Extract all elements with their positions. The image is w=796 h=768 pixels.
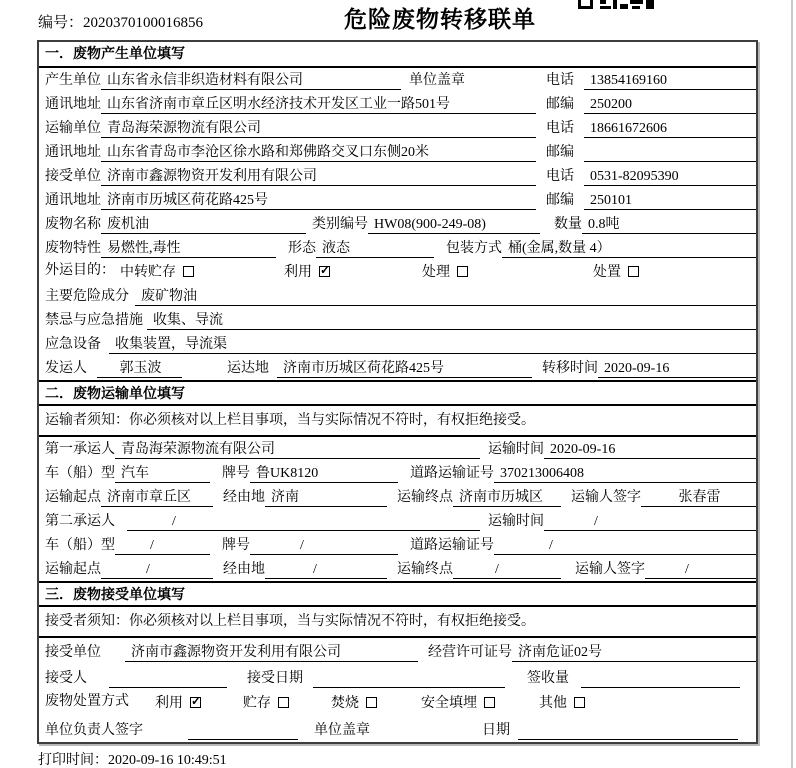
quantity-label: 数量 — [554, 217, 582, 232]
accept-unit-row — [39, 638, 756, 664]
transfer-purpose-row — [39, 260, 756, 284]
hazard-component-field: 废矿物油 — [135, 288, 756, 306]
address-label: 通讯地址 — [45, 145, 101, 160]
producer-row — [39, 68, 756, 92]
origin-field-2: / — [101, 561, 213, 579]
origin-label: 运输起点 — [45, 490, 101, 505]
qr-code-fragment — [578, 0, 654, 9]
carrier-notice: 运输者须知：你必须核对以上栏目事项，当与实际情况不符时，有权拒绝接受。 — [39, 406, 756, 437]
first-carrier-row — [39, 437, 756, 461]
destination-label: 运达地 — [227, 361, 269, 376]
disposal-option-landfill — [421, 693, 495, 711]
producer-label: 产生单位 — [45, 73, 101, 88]
waste-name-field: 废机油 — [101, 216, 306, 234]
consignor-row — [39, 356, 756, 380]
signed-quantity-field — [581, 670, 740, 688]
hazard-component-row — [39, 284, 756, 308]
waste-character-label: 废物特性 — [45, 241, 101, 256]
acceptor-row — [39, 664, 756, 690]
receiver-notice: 接受者须知：你必须核对以上栏目事项，当与实际情况不符时，有权拒绝接受。 — [39, 607, 756, 638]
terminus-field-2: / — [453, 561, 561, 579]
waste-character-row — [39, 236, 756, 260]
address-label: 通讯地址 — [45, 97, 101, 112]
receiver-phone-field: 0531-82095390 — [584, 168, 756, 186]
receiver-address-field: 济南市历城区荷花路425号 — [101, 192, 536, 210]
option-label: 焚烧 — [331, 696, 359, 711]
disposal-method-label: 废物处置方式 — [45, 694, 129, 709]
leader-signature-row — [39, 716, 756, 742]
via-label: 经由地 — [223, 490, 265, 505]
checkbox-other — [574, 697, 585, 708]
consignor-field: 郭玉波 — [97, 360, 182, 378]
signed-quantity-label: 签收量 — [527, 671, 569, 686]
vehicle-row-2 — [39, 533, 756, 557]
plate-label: 牌号 — [222, 538, 250, 553]
producer-phone-field: 13854169160 — [584, 72, 756, 90]
transporter-address-field: 山东省青岛市李沧区徐水路和郑佛路交叉口东侧20米 — [101, 144, 536, 162]
unit-seal-label: 单位盖章 — [409, 73, 465, 88]
origin-field: 济南市章丘区 — [101, 489, 213, 507]
page-title: 危险废物转移联单 — [344, 7, 536, 32]
checkbox-utilize — [319, 266, 330, 277]
plate-field: 鲁UK8120 — [250, 465, 398, 483]
waste-name-label: 废物名称 — [45, 217, 101, 232]
accept-date-label: 接受日期 — [247, 671, 303, 686]
leader-signature-field — [188, 722, 298, 740]
acceptor-field — [109, 670, 227, 688]
vehicle-type-field-2: / — [115, 537, 210, 555]
date-field — [518, 722, 738, 740]
transfer-time-field: 2020-09-16 — [598, 360, 756, 378]
option-label: 中转贮存 — [120, 265, 176, 280]
date-label: 日期 — [482, 723, 510, 738]
receiver-field: 济南市鑫源物资开发利用有限公司 — [101, 168, 536, 186]
option-label: 处理 — [422, 265, 450, 280]
form-field: 液态 — [316, 240, 434, 258]
transporter-address-row — [39, 140, 756, 164]
emergency-measures-label: 禁忌与应急措施 — [45, 313, 143, 328]
print-time-label: 打印时间： — [38, 753, 108, 768]
waste-character-field: 易燃性,毒性 — [101, 240, 276, 258]
producer-address-field: 山东省济南市章丘区明水经济技术开发区工业一路501号 — [101, 96, 536, 114]
carrier-sign-field-2: / — [645, 561, 756, 579]
page-right-edge — [791, 0, 793, 768]
emergency-equipment-label: 应急设备 — [45, 337, 101, 352]
serial-label: 编号： — [38, 15, 84, 31]
receiver-label: 接受单位 — [45, 169, 101, 184]
plate-field-2: / — [250, 537, 398, 555]
phone-label: 电话 — [546, 73, 574, 88]
road-permit-label: 道路运输证号 — [410, 466, 494, 481]
checkbox-utilize — [190, 697, 201, 708]
transport-time-field-2: / — [544, 513, 756, 531]
transporter-row — [39, 116, 756, 140]
purpose-option-utilize — [284, 262, 330, 280]
carrier-sign-label: 运输人签字 — [571, 490, 641, 505]
road-permit-field: 370213006408 — [494, 465, 756, 483]
terminus-field: 济南市历城区 — [453, 489, 561, 507]
route-row-2 — [39, 557, 756, 581]
vehicle-type-label: 车（船）型 — [45, 466, 115, 481]
transport-time-field: 2020-09-16 — [544, 441, 756, 459]
transport-time-label: 运输时间 — [488, 514, 544, 529]
second-carrier-row — [39, 509, 756, 533]
zip-label: 邮编 — [546, 97, 574, 112]
checkbox-dispose — [628, 266, 639, 277]
terminus-label: 运输终点 — [397, 490, 453, 505]
checkbox-storage — [183, 266, 194, 277]
accept-date-field — [313, 670, 505, 688]
plate-label: 牌号 — [222, 466, 250, 481]
hazard-component-label: 主要危险成分 — [45, 289, 129, 304]
form-label: 形态 — [288, 241, 316, 256]
option-label: 贮存 — [243, 696, 271, 711]
packing-label: 包装方式 — [446, 241, 502, 256]
disposal-option-utilize — [155, 693, 201, 711]
checkbox-store — [278, 697, 289, 708]
unit-seal-label: 单位盖章 — [314, 723, 370, 738]
origin-label: 运输起点 — [45, 562, 101, 577]
option-label: 处置 — [593, 265, 621, 280]
section-3-header: 三．废物接受单位填写 — [39, 581, 756, 607]
option-label: 利用 — [284, 265, 312, 280]
address-label: 通讯地址 — [45, 193, 101, 208]
via-field-2: / — [265, 561, 387, 579]
print-time — [38, 749, 227, 768]
category-code-field: HW08(900-249-08) — [368, 216, 540, 234]
receiver-address-row — [39, 188, 756, 212]
vehicle-type-label: 车（船）型 — [45, 538, 115, 553]
option-label: 其他 — [539, 696, 567, 711]
transporter-label: 运输单位 — [45, 121, 101, 136]
destination-field: 济南市历城区荷花路425号 — [277, 360, 532, 378]
terminus-label: 运输终点 — [397, 562, 453, 577]
checkbox-landfill — [484, 697, 495, 708]
purpose-option-treat — [422, 262, 468, 280]
vehicle-type-field: 汽车 — [115, 465, 210, 483]
emergency-equipment-field: 收集装置，导流渠 — [109, 336, 756, 354]
quantity-field: 0.8吨 — [582, 216, 756, 234]
purpose-option-dispose — [593, 262, 639, 280]
first-carrier-label: 第一承运人 — [45, 442, 115, 457]
emergency-measures-row — [39, 308, 756, 332]
checkbox-treat — [457, 266, 468, 277]
category-code-label: 类别编号 — [312, 217, 368, 232]
serial-value: 2020370100016856 — [83, 15, 204, 31]
disposal-option-incinerate — [331, 693, 377, 711]
disposal-method-row — [39, 690, 756, 716]
section-1-header: 一．废物产生单位填写 — [39, 42, 756, 68]
purpose-option-storage — [120, 262, 194, 280]
disposal-option-store — [243, 693, 289, 711]
carrier-sign-field: 张春雷 — [641, 489, 756, 507]
print-time-value: 2020-09-16 10:49:51 — [108, 753, 227, 768]
transfer-time-label: 转移时间 — [542, 361, 598, 376]
acceptor-label: 接受人 — [45, 671, 87, 686]
option-label: 安全填埋 — [421, 696, 477, 711]
license-label: 经营许可证号 — [428, 645, 512, 660]
second-carrier-label: 第二承运人 — [45, 514, 115, 529]
disposal-option-other — [539, 693, 585, 711]
section-2-header: 二．废物运输单位填写 — [39, 380, 756, 406]
zip-label: 邮编 — [546, 193, 574, 208]
serial-number — [38, 11, 203, 32]
carrier-sign-label: 运输人签字 — [575, 562, 645, 577]
zip-label: 邮编 — [546, 145, 574, 160]
receiver-row — [39, 164, 756, 188]
receiver-zip-field: 250101 — [584, 192, 756, 210]
route-row-1 — [39, 485, 756, 509]
emergency-equipment-row — [39, 332, 756, 356]
phone-label: 电话 — [546, 169, 574, 184]
leader-signature-label: 单位负责人签字 — [45, 723, 143, 738]
emergency-measures-field: 收集、导流 — [147, 312, 756, 330]
manifest-form — [37, 40, 758, 744]
road-permit-label: 道路运输证号 — [410, 538, 494, 553]
consignor-label: 发运人 — [45, 361, 87, 376]
option-label: 利用 — [155, 696, 183, 711]
producer-address-row — [39, 92, 756, 116]
vehicle-row-1 — [39, 461, 756, 485]
transfer-purpose-label: 外运目的： — [45, 263, 115, 278]
accept-unit-field: 济南市鑫源物资开发利用有限公司 — [125, 644, 418, 662]
license-field: 济南危证02号 — [512, 644, 756, 662]
accept-unit-label: 接受单位 — [45, 645, 101, 660]
transporter-field: 青岛海荣源物流有限公司 — [101, 120, 536, 138]
packing-field: 桶(金属,数量 4） — [502, 240, 756, 258]
transport-time-label: 运输时间 — [488, 442, 544, 457]
second-carrier-field: / — [127, 513, 480, 531]
transporter-zip-field — [584, 144, 756, 162]
transporter-phone-field: 18661672606 — [584, 120, 756, 138]
waste-name-row — [39, 212, 756, 236]
checkbox-incinerate — [366, 697, 377, 708]
phone-label: 电话 — [546, 121, 574, 136]
producer-field: 山东省永信非织造材料有限公司 — [101, 72, 401, 90]
producer-zip-field: 250200 — [584, 96, 756, 114]
via-label: 经由地 — [223, 562, 265, 577]
via-field: 济南 — [265, 489, 387, 507]
road-permit-field-2: / — [494, 537, 756, 555]
first-carrier-field: 青岛海荣源物流有限公司 — [115, 441, 480, 459]
